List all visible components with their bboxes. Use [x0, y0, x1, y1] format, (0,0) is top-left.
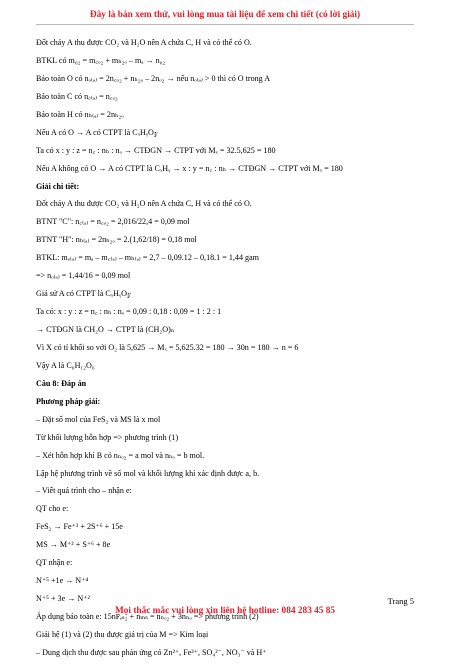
text-line: Vậy A là C₆H₁₂O₆ [36, 360, 95, 370]
text-line: BTKL: mₒ₍ₐ₎ = mₐ – m꜀₍ₐ₎ – mₕ₍ₐ₎ = 2,7 – 0,09.12 – 0,18.1 = 1,44 gam [36, 253, 259, 263]
text-line: QT nhận e: [36, 558, 73, 568]
text-line: Từ khối lượng hỗn hợp => phương trình (1) [36, 432, 179, 442]
text-line: Ta có: x : y : z = n꜀ : nₕ : nₒ = 0,09 : 0,18 : 0,09 = 1 : 2 : 1 [36, 307, 222, 317]
text-line: → CTĐGN là CH₂O → CTPT là (CH₂O)ₙ [36, 325, 175, 334]
section-heading: Phương pháp giải: [36, 396, 101, 406]
text-line: BTNT "H": nₕ₍ₐ₎ = 2nₕ₂ₒ = 2.(1,62/18) = 0,18 mol [36, 235, 197, 245]
text-line: MS → M⁺² + S⁺⁶ + 8e [36, 540, 111, 550]
text-line: Giải hệ (1) và (2) thu được giá trị của M => Kim loại [36, 629, 209, 639]
text-line: Vì X có tỉ khối so với O₂ là 5,625 → Mₓ = 5,625.32 = 180 → 30n = 180 → n = 6 [36, 342, 299, 352]
text-line: Nếu A không có O → A có CTPT là CₓHᵧ → x : y = n꜀ : nₕ → CTĐGN → CTPT với Mₓ = 180 [36, 163, 343, 173]
text-line: Ta có x : y : z = n꜀ : nₕ : nₒ → CTĐGN → CTPT với Mₓ = 32.5,625 = 180 [36, 145, 276, 155]
text-line: Bảo toàn H có nₕ₍ₐ₎ = 2nₕ₂ₒ [36, 109, 124, 119]
text-line: – Dung dịch thu được sau phản ứng có Zn²⁺, Fe³⁺, SO₄²⁻, NO₃⁻ và H⁺ [36, 647, 267, 657]
text-line: QT cho e: [36, 504, 69, 514]
text-line: Bảo toàn C có n꜀₍ₐ₎ = n꜀ₒ₂ [36, 91, 118, 101]
preview-banner: Đây là bản xem thử, vui lòng mua tài liệu để xem chi tiết (có lời giải) [89, 10, 361, 20]
text-line: N⁺⁵ +1e → N⁺⁴ [36, 576, 89, 586]
text-line: Nếu A có O → A có CTPT là CₓHᵧO𝓏 [36, 127, 158, 137]
section-heading: Giải chi tiết: [36, 181, 80, 191]
text-line: – Đặt số mol của FeS₂ và MS là x mol [36, 414, 161, 424]
hotline-footer: Mọi thắc mắc vui lòng xin liên hệ hotline: 084 283 45 85 [114, 606, 336, 616]
text-line: Lập hệ phương trình về số mol và khối lượng khí xác định được a, b. [36, 468, 260, 478]
text-line: Giả sử A có CTPT là CₓHᵧO𝓏 [36, 289, 131, 299]
text-line: => nₒ₍ₐ₎ = 1,44/16 = 0,09 mol [36, 271, 131, 281]
document-body [36, 38, 416, 666]
section-heading: Câu 8: Đáp án [36, 378, 87, 388]
text-line: N⁺⁵ + 3e → N⁺² [36, 594, 90, 604]
text-line: Áp dụng bảo toàn e: 15nꜰₑₛ₂ + nₘₛ = nₙₒ₂ + 3nₙₒ => phương trình (2) [36, 612, 259, 621]
text-line: BTKL có m₀₂ = m꜀ₒ₂ + mₕ₂ₒ – mₐ → n₀₂ [36, 55, 166, 65]
text-line: BTNT "C": n꜀₍ₐ₎ = n꜀ₒ₂ = 2,016/22,4 = 0,09 mol [36, 217, 190, 227]
header-divider [36, 24, 414, 25]
text-line: Bảo toàn O có nₒ₍ₐ₎ = 2n꜀ₒ₂ + nₕ₂ₒ – 2nₒ₂ → nếu nₒ₍ₐ₎ > 0 thì có O trong A [36, 73, 271, 83]
text-line: – Xét hỗn hợp khí B có nₙₒ₂ = a mol và nₙₒ = b mol. [36, 450, 205, 460]
text-line: – Viết quá trình cho – nhận e: [36, 486, 132, 496]
text-line: FeS₂ → Fe⁺³ + 2S⁺⁶ + 15e [36, 522, 123, 532]
page-number: Trang 5 [387, 596, 414, 606]
text-line: Đốt cháy A thu được CO₂ và H₂O nên A chứa C, H và có thể có O. [36, 38, 252, 47]
text-line: Đốt cháy A thu được CO₂ và H₂O nên A chứa C, H và có thể có O. [36, 199, 252, 209]
